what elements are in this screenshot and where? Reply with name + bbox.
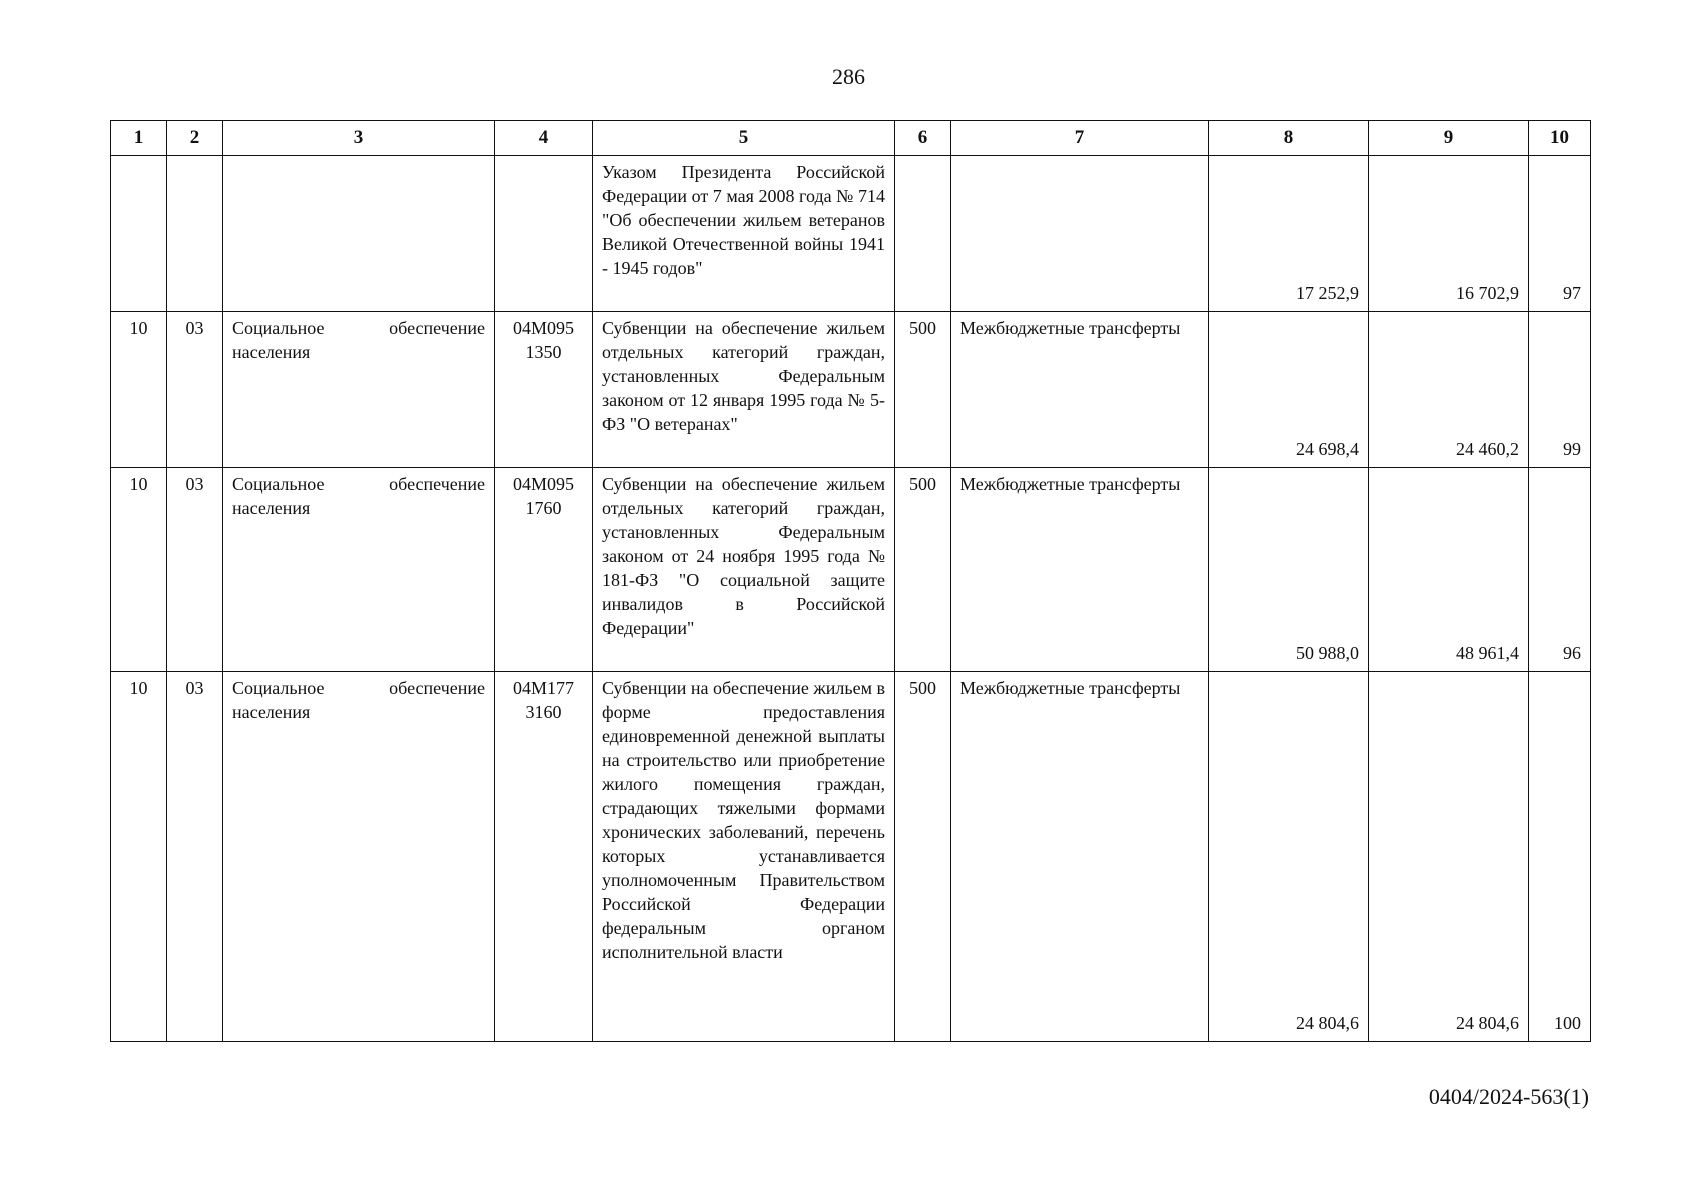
column-header: 5 (593, 121, 895, 156)
section-name (223, 156, 495, 312)
expense-description: Субвенции на обеспечение жильем отдельных категорий граждан, установленных Федеральным законом от 12 января 1995 года № 5-ФЗ "О ветеранах" (593, 312, 895, 468)
expense-type-name: Межбюджетные трансферты (951, 468, 1209, 672)
planned-amount: 50 988,0 (1209, 468, 1369, 672)
actual-amount: 48 961,4 (1369, 468, 1529, 672)
section-code (111, 156, 167, 312)
expense-type-code: 500 (895, 468, 951, 672)
planned-amount: 24 698,4 (1209, 312, 1369, 468)
expense-description: Указом Президента Российской Федерации от 7 мая 2008 года № 714 "Об обеспечении жильем ветеранов Великой Отечественной войны 1941 - 1945 годов" (593, 156, 895, 312)
page-number: 286 (832, 64, 865, 89)
expense-type-name: Межбюджетные трансферты (951, 312, 1209, 468)
column-header: 1 (111, 121, 167, 156)
column-header: 9 (1369, 121, 1529, 156)
expense-description: Субвенции на обеспечение жильем в форме предоставления единовременной денежной выплаты на строительство или приобретение жилого помещения граждан, страдающих тяжелыми формами хронических заболеваний, перечень которых устанавливается уполномоченным Правительством Российской Федерации федеральным органом исполнительной власти (593, 672, 895, 1042)
table-row (111, 156, 1591, 312)
execution-percent: 99 (1529, 312, 1591, 468)
subsection-code: 03 (167, 672, 223, 1042)
expense-description: Субвенции на обеспечение жильем отдельных категорий граждан, установленных Федеральным законом от 24 ноября 1995 года № 181-ФЗ "О социальной защите инвалидов в Российской Федерации" (593, 468, 895, 672)
budget-table (110, 120, 1591, 1042)
target-article-code: 04М095 1350 (495, 312, 593, 468)
planned-amount: 24 804,6 (1209, 672, 1369, 1042)
header-row (111, 121, 1591, 156)
target-article-code: 04М095 1760 (495, 468, 593, 672)
expense-type-code: 500 (895, 672, 951, 1042)
column-header: 7 (951, 121, 1209, 156)
execution-percent: 100 (1529, 672, 1591, 1042)
column-header: 3 (223, 121, 495, 156)
column-header: 2 (167, 121, 223, 156)
table-row (111, 672, 1591, 1042)
target-article-code: 04М177 3160 (495, 672, 593, 1042)
expense-type-name: Межбюджетные трансферты (951, 672, 1209, 1042)
actual-amount: 16 702,9 (1369, 156, 1529, 312)
subsection-code: 03 (167, 312, 223, 468)
target-article-code (495, 156, 593, 312)
execution-percent: 97 (1529, 156, 1591, 312)
section-name: Социальное обеспечение населения (223, 672, 495, 1042)
document-code: 0404/2024-563(1) (1428, 1084, 1589, 1109)
execution-percent: 96 (1529, 468, 1591, 672)
section-name: Социальное обеспечение населения (223, 468, 495, 672)
expense-type-name (951, 156, 1209, 312)
expense-type-code (895, 156, 951, 312)
column-header: 8 (1209, 121, 1369, 156)
section-code: 10 (111, 312, 167, 468)
actual-amount: 24 460,2 (1369, 312, 1529, 468)
table-row (111, 312, 1591, 468)
planned-amount: 17 252,9 (1209, 156, 1369, 312)
section-name: Социальное обеспечение населения (223, 312, 495, 468)
column-header: 4 (495, 121, 593, 156)
actual-amount: 24 804,6 (1369, 672, 1529, 1042)
table-row (111, 468, 1591, 672)
column-header: 10 (1529, 121, 1591, 156)
section-code: 10 (111, 672, 167, 1042)
subsection-code (167, 156, 223, 312)
section-code: 10 (111, 468, 167, 672)
subsection-code: 03 (167, 468, 223, 672)
column-header: 6 (895, 121, 951, 156)
expense-type-code: 500 (895, 312, 951, 468)
